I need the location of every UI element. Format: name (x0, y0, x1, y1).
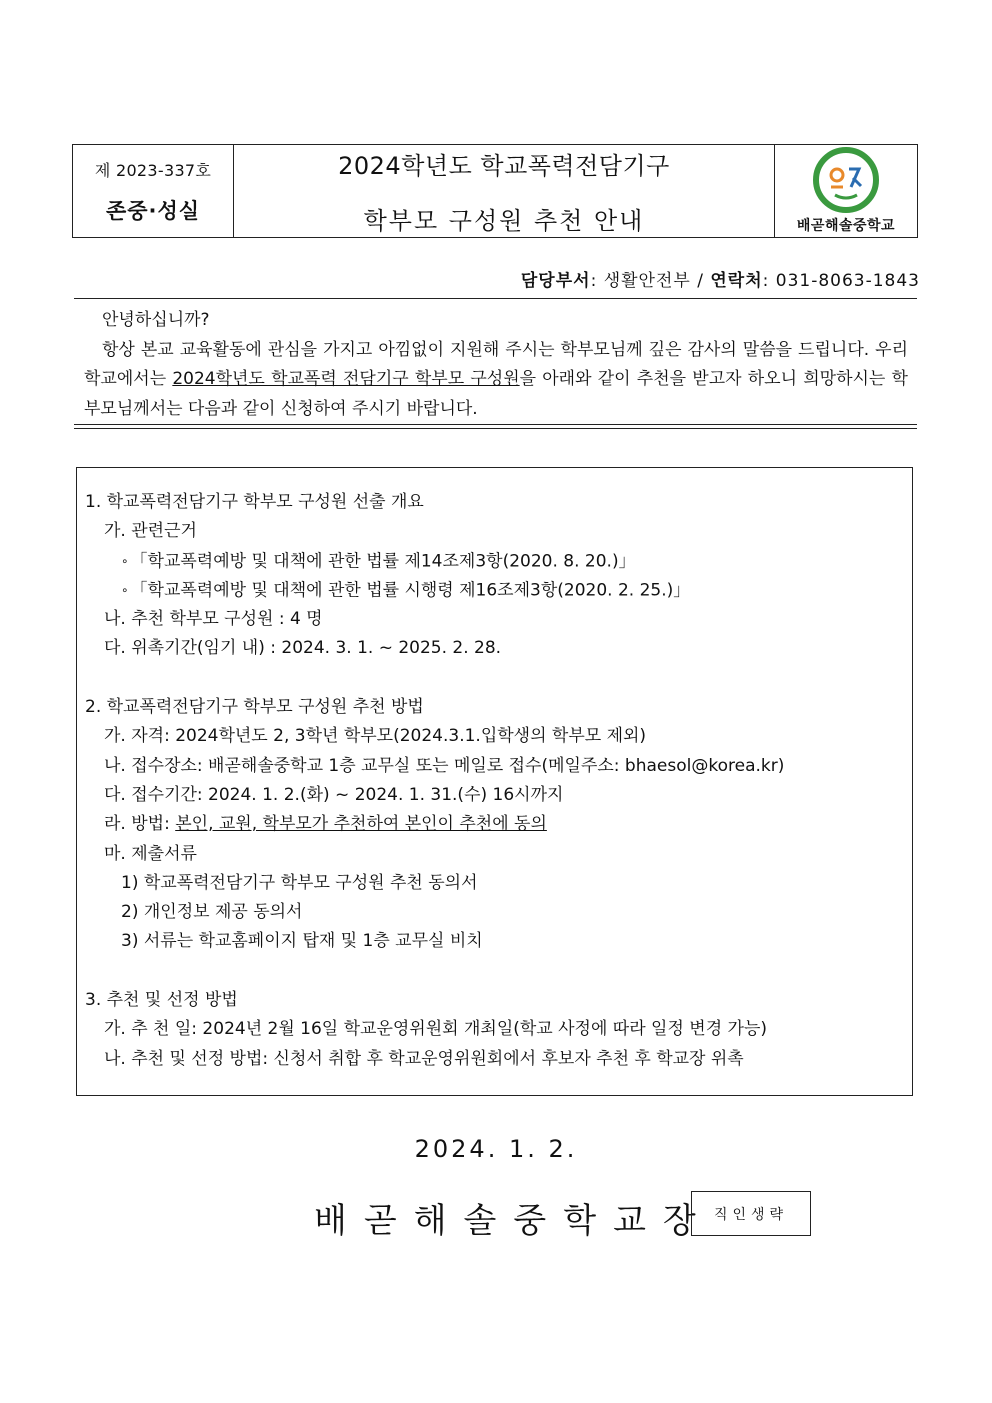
issue-date: 2024. 1. 2. (414, 1135, 578, 1163)
s1-law-2 (85, 576, 904, 605)
intro-section (84, 306, 908, 424)
dept-label: 담당부서 (520, 271, 591, 291)
doc-title-line2: 학부모 구성원 추천 안내 (363, 207, 645, 235)
school-logo-name: 배곧해솔중학교 (796, 218, 896, 234)
s1-item-a: 가. 관련근거 (104, 521, 197, 542)
doc-title-line1: 2024학년도 학교폭력전담기구 (338, 152, 670, 180)
doc-meta-cell (73, 145, 234, 237)
document-header (72, 144, 918, 238)
s1-law-1 (85, 547, 904, 576)
doc-number: 제 2023-337호 (94, 160, 212, 180)
section-2-title: 2. 학교폭력전담기구 학부모 구성원 추천 방법 (85, 697, 424, 718)
phone-label: 연락처 (710, 271, 763, 291)
s2-item-e: 마. 제출서류 (104, 843, 197, 864)
s3-item-b: 나. 추천 및 선정 방법: 신청서 취합 후 학교운영위원회에서 후보자 추천 후 학교장 위촉 (104, 1048, 744, 1069)
intro-paragraph (84, 336, 908, 425)
bullet-icon: ∘ (121, 582, 129, 597)
bullet-icon: ∘ (121, 553, 129, 568)
details-content (85, 488, 904, 1074)
section-1-title: 1. 학교폭력전담기구 학부모 구성원 선출 개요 (85, 492, 424, 512)
details-box (76, 467, 913, 1096)
intro-top-divider (74, 298, 917, 299)
dept-value: : 생활안전부 / (590, 271, 711, 291)
contact-line (521, 266, 920, 291)
s2-item-d (85, 810, 904, 839)
s1-item-c: 다. 위촉기간(임기 내) : 2024. 3. 1. ~ 2025. 2. 28. (104, 638, 502, 659)
s1-law-2-text: 「학교폭력예방 및 대책에 관한 법률 시행령 제16조제3항(2020. 2. 25.)」 (130, 580, 691, 601)
intro-text-a: 항상 본교 교육활동에 관심을 가지고 아낌없이 지원해 주시는 학부모님께 깊은 감사의 말씀을 드립니다. 우리 학교에서는 (84, 339, 908, 389)
s1-law-1-text: 「학교폭력예방 및 대책에 관한 법률 제14조제3항(2020. 8. 20.)」 (130, 551, 636, 572)
section-3-title: 3. 추천 및 선정 방법 (85, 990, 238, 1011)
school-motto: 존중·성실 (105, 198, 201, 223)
s2-doc-3: 3) 서류는 학교홈페이지 탑재 및 1층 교무실 비치 (121, 931, 483, 952)
logo-cell (775, 145, 917, 237)
s1-item-b: 나. 추천 학부모 구성원 : 4 명 (104, 609, 323, 630)
s2-item-c: 다. 접수기간: 2024. 1. 2.(화) ~ 2024. 1. 31.(수) 16시까지 (104, 784, 564, 805)
phone-value: : 031-8063-1843 (762, 271, 920, 291)
s2-doc-1: 1) 학교폭력전담기구 학부모 구성원 추천 동의서 (121, 872, 478, 893)
intro-text-underlined: 2024학년도 학교폭력 전담기구 학부모 구성원 (172, 369, 520, 389)
principal-signature: 배곧해솔중학교장 (314, 1201, 713, 1241)
greeting: 안녕하십니까? (102, 310, 210, 330)
seal-omitted-box: 직인생략 (691, 1191, 811, 1236)
school-logo-icon (813, 147, 879, 213)
s2-item-b: 나. 접수장소: 배곧해솔중학교 1층 교무실 또는 메일로 접수(메일주소: bhaesol@korea.kr) (104, 755, 785, 776)
intro-bottom-divider (74, 424, 917, 429)
s2-item-d-value: 본인, 교원, 학부모가 추천하여 본인이 추천에 동의 (175, 814, 547, 835)
intro-text-b: 을 아래와 같이 추천을 받고자 하오니 희망하시는 학부모님께서는 다음과 같이 신청하여 주시기 바랍니다. (84, 369, 908, 419)
s2-doc-2: 2) 개인정보 제공 동의서 (121, 902, 303, 923)
title-cell (234, 145, 775, 237)
s2-item-d-label: 라. 방법: (104, 814, 176, 835)
s2-item-a: 가. 자격: 2024학년도 2, 3학년 학부모(2024.3.1.입학생의 학부모 제외) (104, 726, 647, 747)
s3-item-a: 가. 추 천 일: 2024년 2월 16일 학교운영위원회 개최일(학교 사정에 따라 일정 변경 가능) (104, 1019, 768, 1040)
